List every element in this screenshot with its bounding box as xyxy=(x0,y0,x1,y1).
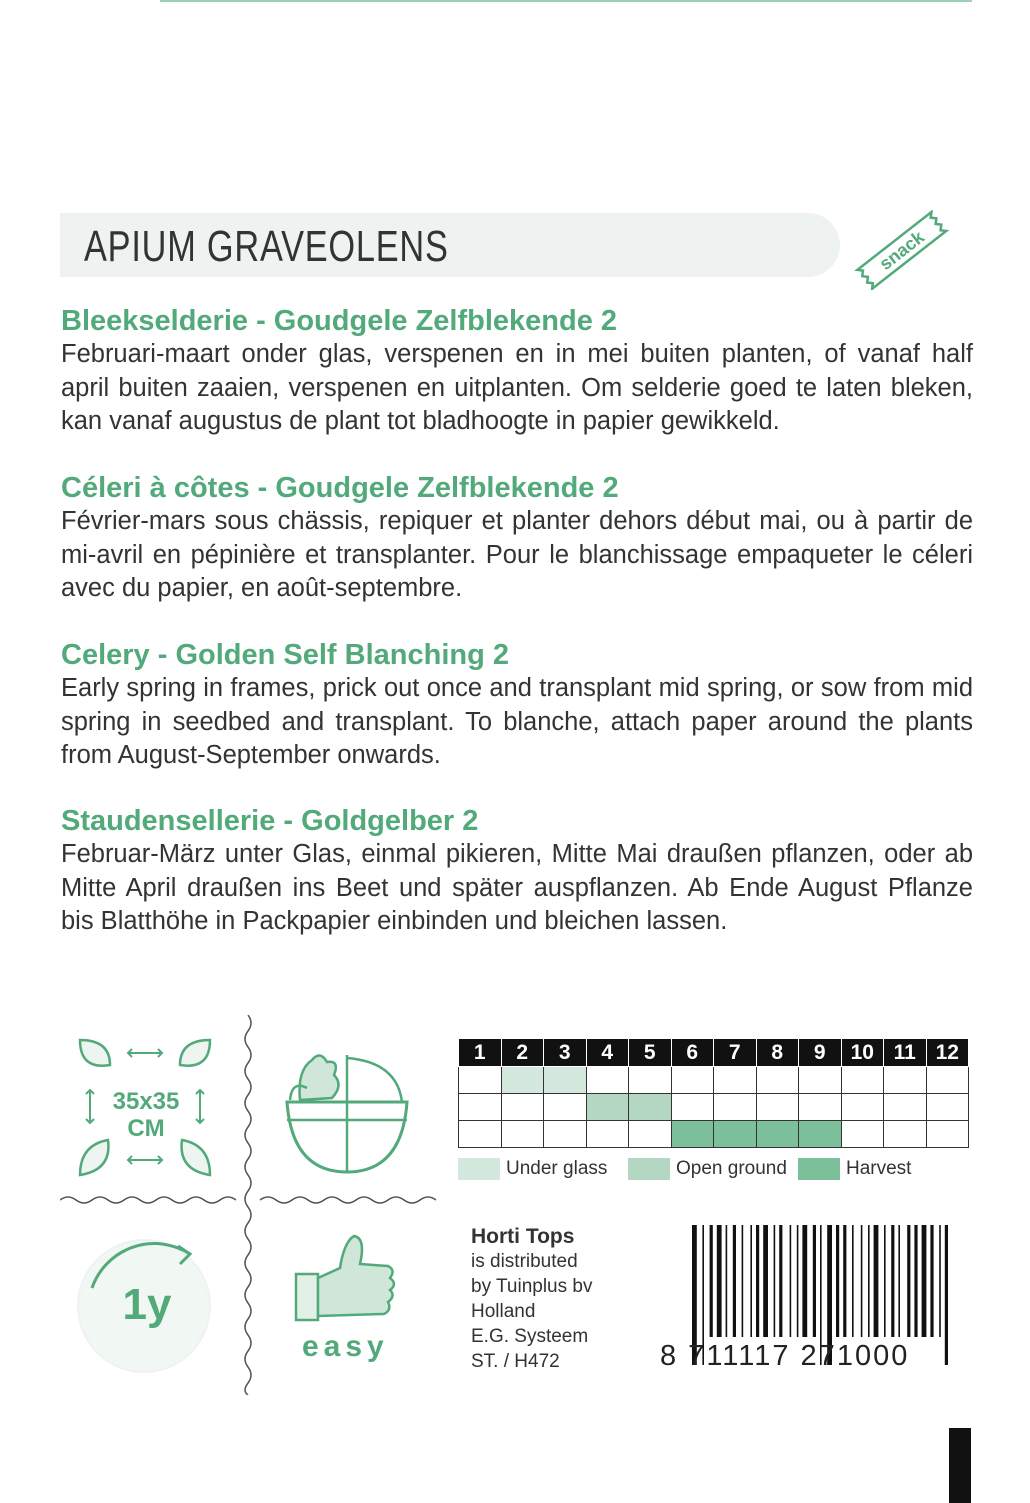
barcode-bar xyxy=(843,1225,846,1337)
legend-swatch xyxy=(628,1158,670,1180)
distributor-info xyxy=(471,1224,592,1374)
calendar-row-open-ground xyxy=(459,1094,969,1121)
barcode-bar xyxy=(763,1225,768,1337)
month-header: 8 xyxy=(756,1039,799,1067)
barcode-bar xyxy=(774,1225,776,1337)
barcode-bar xyxy=(868,1225,870,1337)
calendar-cell xyxy=(629,1067,672,1094)
sowing-calendar xyxy=(458,1038,969,1148)
snack-badge-icon xyxy=(848,210,958,290)
section-title: Céleri à côtes - Goudgele Zelfblekende 2 xyxy=(61,472,619,504)
calendar-row-under-glass xyxy=(459,1067,969,1094)
calendar-cell xyxy=(799,1067,842,1094)
calendar-cell xyxy=(459,1121,502,1148)
month-header: 9 xyxy=(799,1039,842,1067)
barcode-bar xyxy=(813,1225,816,1337)
calendar-cell xyxy=(841,1094,884,1121)
brand-name: Horti Tops xyxy=(471,1225,575,1248)
legend-swatch xyxy=(458,1158,500,1180)
calendar-cell xyxy=(501,1121,544,1148)
calendar-cell xyxy=(501,1094,544,1121)
calendar-cell xyxy=(501,1067,544,1094)
wavy-divider-horizontal xyxy=(60,1192,440,1208)
section-body: Februar-März unter Glas, einmal pikieren, Mitte Mai draußen pflanzen, oder ab Mitte April draußen ins Beet und später auspflanzen. Ab Ende August Pflanze bis Blatthöhe in Packpapier einbinden und bleichen lassen. xyxy=(61,840,973,935)
distributor-line: Holland xyxy=(471,1301,536,1322)
legend-open-ground xyxy=(628,1158,787,1180)
barcode-bar xyxy=(891,1225,894,1337)
calendar-cell xyxy=(459,1067,502,1094)
calendar-cell xyxy=(841,1067,884,1094)
barcode-bar xyxy=(930,1225,933,1337)
barcode-bar xyxy=(710,1225,713,1337)
section-title: Celery - Golden Self Blanching 2 xyxy=(61,639,509,671)
thumbs-up-icon xyxy=(292,1230,402,1330)
section-english xyxy=(61,638,973,773)
calendar-cell xyxy=(586,1067,629,1094)
calendar-cell xyxy=(926,1121,969,1148)
distributor-line: is distributed xyxy=(471,1251,578,1272)
calendar-cell xyxy=(714,1094,757,1121)
snack-badge-label: snack xyxy=(875,226,929,275)
barcode-bar xyxy=(779,1225,782,1337)
section-german xyxy=(61,804,973,939)
calendar-cell xyxy=(459,1094,502,1121)
barcode-bar xyxy=(874,1225,879,1337)
difficulty-label: easy xyxy=(302,1330,389,1363)
section-body: Februari-maart onder glas, verspenen en in mei buiten planten, of vanaf half april buiten zaaien, verspenen en uitplanten. Om selderie goed te laten bleken, kan vanaf augustus de plant tot bladhoogte in papier gewikkeld. xyxy=(61,340,973,435)
legend-label: Open ground xyxy=(676,1158,787,1179)
barcode-bar xyxy=(756,1225,759,1337)
calendar-cell xyxy=(544,1121,587,1148)
month-header: 6 xyxy=(671,1039,714,1067)
calendar-cell xyxy=(671,1067,714,1094)
month-header: 1 xyxy=(459,1039,502,1067)
calendar-cell xyxy=(629,1121,672,1148)
latin-name: APIUM GRAVEOLENS xyxy=(84,222,449,271)
month-header: 2 xyxy=(501,1039,544,1067)
barcode-bar xyxy=(939,1225,941,1337)
calendar-cell xyxy=(756,1067,799,1094)
calendar-month-row xyxy=(459,1039,969,1067)
barcode-bar xyxy=(852,1225,854,1337)
barcode-bar xyxy=(914,1225,917,1337)
distributor-line: E.G. Systeem xyxy=(471,1326,589,1347)
month-header: 3 xyxy=(544,1039,587,1067)
legend-label: Under glass xyxy=(506,1158,608,1179)
month-header: 10 xyxy=(841,1039,884,1067)
calendar-cell xyxy=(884,1067,927,1094)
barcode-bar xyxy=(836,1225,839,1337)
barcode-bar xyxy=(790,1225,792,1337)
calendar-cell xyxy=(926,1067,969,1094)
calendar-cell xyxy=(586,1094,629,1121)
calendar-cell xyxy=(714,1121,757,1148)
barcode-bar xyxy=(733,1225,736,1337)
distributor-line: ST. / H472 xyxy=(471,1351,560,1372)
month-header: 4 xyxy=(586,1039,629,1067)
calendar-cell xyxy=(884,1121,927,1148)
barcode-bar xyxy=(750,1225,752,1337)
month-header: 11 xyxy=(884,1039,927,1067)
calendar-cell xyxy=(756,1094,799,1121)
section-body: Février-mars sous chässis, repiquer et planter dehors début mai, ou à partir de mi-avril en pépinière et transplanter. Pour le blanchissage empaqueter le céleri avec du papier, en août-septembre. xyxy=(61,507,973,602)
legend-harvest xyxy=(798,1158,911,1180)
section-dutch xyxy=(61,304,973,439)
lifecycle-label: 1y xyxy=(122,1280,172,1329)
barcode-bar xyxy=(907,1225,910,1337)
top-divider xyxy=(160,0,972,2)
barcode-bar xyxy=(861,1225,863,1337)
calendar-cell xyxy=(629,1094,672,1121)
barcode-bar xyxy=(802,1225,807,1337)
calendar-cell xyxy=(544,1094,587,1121)
spacing-label xyxy=(104,1088,188,1142)
month-header: 12 xyxy=(926,1039,969,1067)
section-title: Bleekselderie - Goudgele Zelfblekende 2 xyxy=(61,305,618,337)
barcode-bar xyxy=(884,1225,886,1337)
month-header: 5 xyxy=(629,1039,672,1067)
calendar-cell xyxy=(544,1067,587,1094)
legend-under-glass xyxy=(458,1158,607,1180)
barcode-bar xyxy=(898,1225,900,1337)
calendar-cell xyxy=(799,1094,842,1121)
calendar-cell xyxy=(799,1121,842,1148)
barcode-bar xyxy=(717,1225,722,1337)
calendar-cell xyxy=(671,1121,714,1148)
section-french xyxy=(61,471,973,606)
legend-label: Harvest xyxy=(846,1158,912,1179)
calendar-cell xyxy=(714,1067,757,1094)
barcode-bar xyxy=(726,1225,728,1337)
month-header: 7 xyxy=(714,1039,757,1067)
spacing-value: 35x35 xyxy=(112,1088,180,1115)
vegetable-bowl-icon xyxy=(282,1040,412,1180)
spacing-unit: CM xyxy=(127,1115,165,1142)
calendar-row-harvest xyxy=(459,1121,969,1148)
calendar-cell xyxy=(586,1121,629,1148)
barcode-bar xyxy=(945,1225,948,1365)
calendar-cell xyxy=(884,1094,927,1121)
calendar-cell xyxy=(926,1094,969,1121)
calendar-cell xyxy=(756,1121,799,1148)
section-title: Staudensellerie - Goldgelber 2 xyxy=(61,805,479,837)
section-body: Early spring in frames, prick out once and transplant mid spring, or sow from mid spring in seedbed and transplant. To blanche, attach paper around the plants from August-September onwards. xyxy=(61,674,973,769)
barcode-bar xyxy=(797,1225,799,1337)
barcode-bar xyxy=(922,1225,927,1337)
barcode-number: 8 711117 271000 xyxy=(660,1340,910,1372)
legend-swatch xyxy=(798,1158,840,1180)
distributor-line: by Tuinplus bv xyxy=(471,1276,593,1297)
barcode-bar xyxy=(742,1225,744,1337)
calendar-cell xyxy=(671,1094,714,1121)
calendar-cell xyxy=(841,1121,884,1148)
edge-mark xyxy=(949,1428,971,1503)
